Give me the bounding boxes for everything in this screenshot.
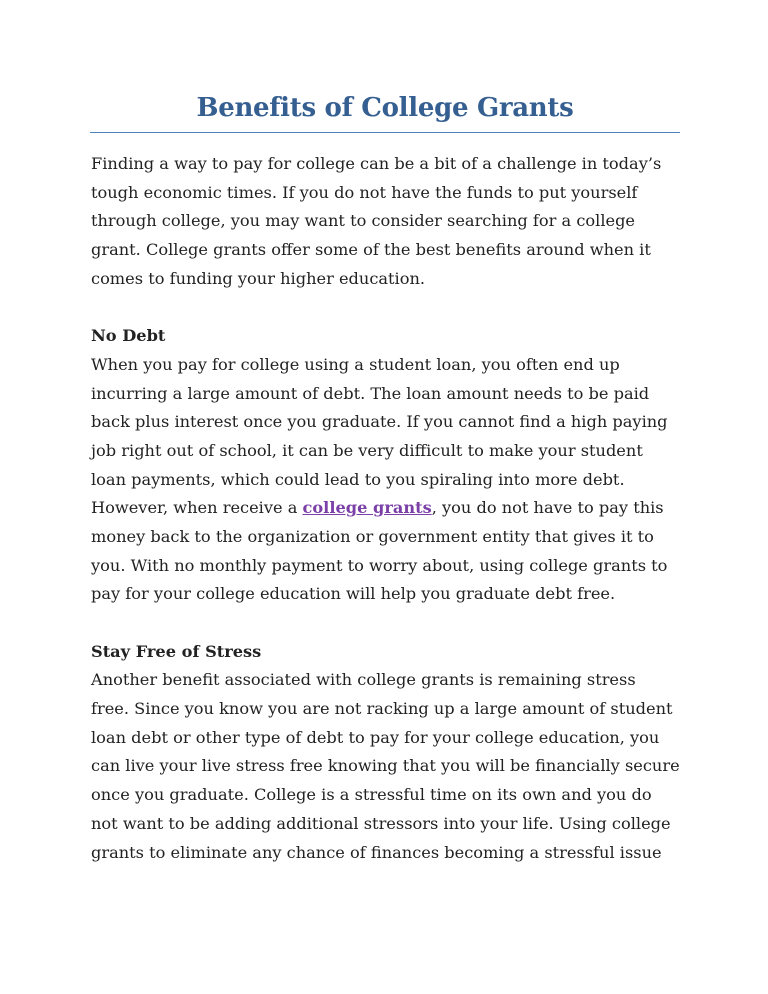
paragraph-line-with-link	[91, 494, 681, 523]
paragraph-line: comes to funding your higher education.	[91, 268, 426, 288]
paragraph-spacer	[91, 609, 681, 638]
section-no-debt	[91, 322, 681, 609]
paragraph-line: incurring a large amount of debt. The loan amount needs to be paid	[91, 383, 650, 403]
paragraph-spacer	[91, 293, 681, 322]
paragraph-line: loan debt or other type of debt to pay for your college education, you	[91, 727, 660, 747]
title-underline-divider	[90, 132, 680, 133]
paragraph-line: tough economic times. If you do not have the funds to put yourself	[91, 182, 638, 202]
section-heading-stay-free-of-stress: Stay Free of Stress	[91, 641, 262, 661]
paragraph-line: grants to eliminate any chance of finances becoming a stressful issue	[91, 842, 662, 862]
paragraph-line: Finding a way to pay for college can be a bit of a challenge in today’s	[91, 154, 662, 173]
paragraph-line: not want to be adding additional stressors into your life. Using college	[91, 813, 671, 833]
paragraph-line: Another benefit associated with college grants is remaining stress	[91, 670, 636, 690]
paragraph-line: you. With no monthly payment to worry about, using college grants to	[91, 555, 668, 575]
section-stay-free-of-stress	[91, 638, 681, 868]
college-grants-link[interactable]: college grants	[302, 498, 432, 518]
paragraph-line: job right out of school, it can be very difficult to make your student	[91, 440, 643, 460]
document-body	[91, 150, 681, 867]
section-heading-no-debt: No Debt	[91, 326, 166, 346]
paragraph-line: can live your live stress free knowing that you will be financially secure	[91, 756, 680, 776]
paragraph-line: money back to the organization or government entity that gives it to	[91, 526, 654, 546]
paragraph-line: loan payments, which could lead to you spiraling into more debt.	[91, 469, 625, 489]
intro-paragraph	[91, 150, 681, 293]
document-title: Benefits of College Grants	[196, 93, 574, 123]
paragraph-line: back plus interest once you graduate. If you cannot find a high paying	[91, 412, 668, 432]
paragraph-line: grant. College grants offer some of the best benefits around when it	[91, 240, 651, 260]
paragraph-line: once you graduate. College is a stressful time on its own and you do	[91, 785, 652, 805]
link-line-prefix: However, when receive a	[91, 498, 303, 518]
link-line-suffix: , you do not have to pay this	[431, 498, 664, 518]
paragraph-line: free. Since you know you are not racking up a large amount of student	[91, 699, 673, 719]
paragraph-line: When you pay for college using a student loan, you often end up	[91, 354, 620, 374]
paragraph-line: pay for your college education will help you graduate debt free.	[91, 584, 616, 604]
paragraph-line: through college, you may want to consider searching for a college	[91, 211, 636, 231]
